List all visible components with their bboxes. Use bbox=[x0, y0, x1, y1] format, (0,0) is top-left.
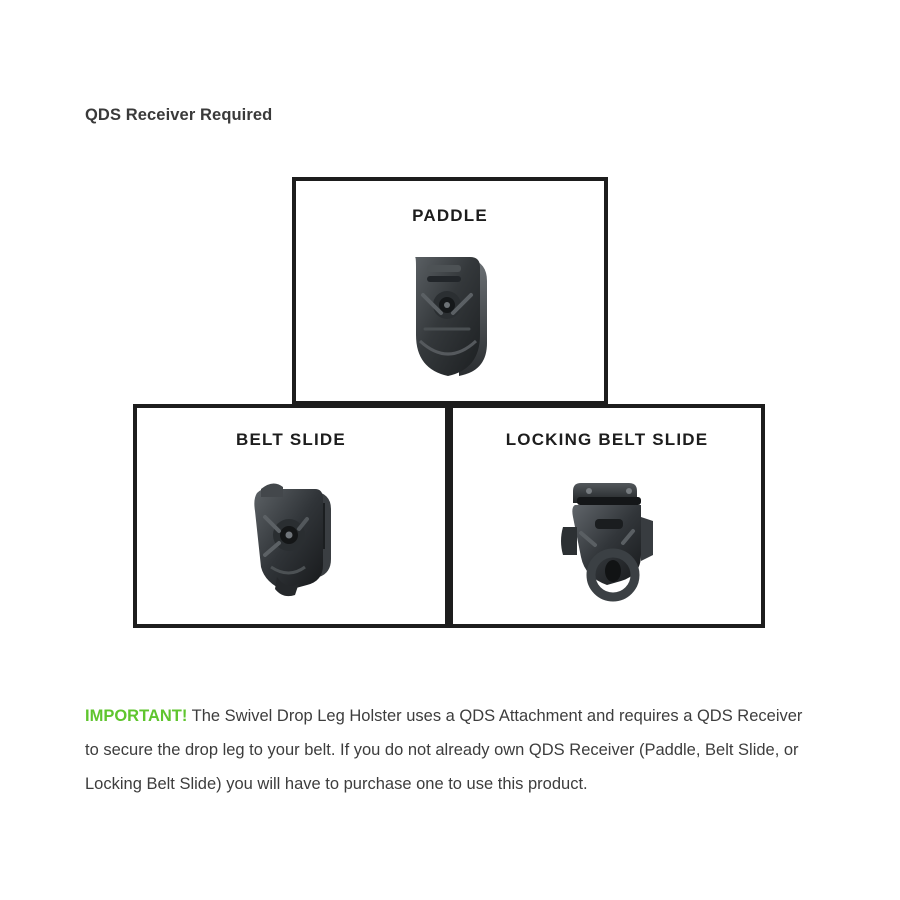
locking-belt-slide-attachment-photo bbox=[453, 462, 761, 624]
option-label-locking-belt-slide: LOCKING BELT SLIDE bbox=[505, 430, 709, 449]
option-card-locking-belt-slide bbox=[449, 404, 765, 628]
belt-slide-attachment-photo bbox=[137, 462, 445, 624]
option-card-paddle bbox=[292, 177, 608, 405]
option-card-belt-slide bbox=[133, 404, 449, 628]
important-label: IMPORTANT! bbox=[85, 706, 188, 725]
option-label-paddle: PADDLE bbox=[412, 206, 488, 225]
paddle-holster-attachment-photo bbox=[296, 235, 604, 401]
important-body: The Swivel Drop Leg Holster uses a QDS Attachment and requires a QDS Receiver to secure the drop leg to your belt. If you do not already own QDS Receiver (Paddle, Belt Slide, or Locking Belt Slide) you will have to purchase one to use this product. bbox=[85, 706, 803, 793]
option-label-belt-slide: BELT SLIDE bbox=[236, 430, 346, 449]
page-title: QDS Receiver Required bbox=[85, 106, 273, 124]
important-notice bbox=[85, 699, 810, 801]
